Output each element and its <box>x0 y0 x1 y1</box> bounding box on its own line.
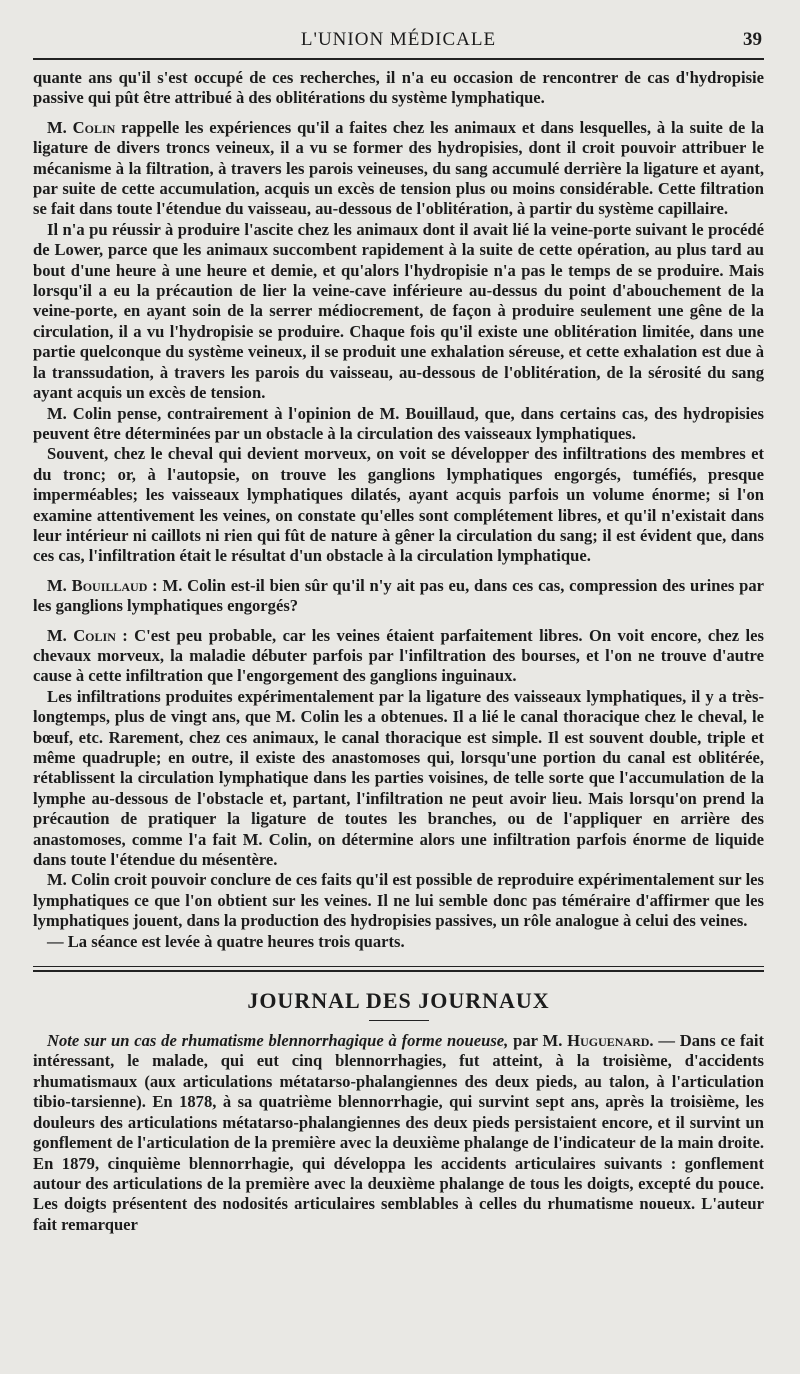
speaker-colin: M. Colin : <box>47 625 128 645</box>
running-head <box>33 24 764 56</box>
paragraph-text: M. Colin est-il bien sûr qu'il n'y ait pas eu, dans ces cas, compression des urines par les ganglions lymphatiques engorgés? <box>33 575 764 616</box>
speaker-bouillaud: M. Bouillaud : <box>47 575 158 595</box>
paragraph-bouillaud-question <box>33 576 764 617</box>
journal-note <box>33 1031 764 1235</box>
article-body <box>33 68 764 952</box>
note-by: par M. <box>513 1031 563 1051</box>
paragraph-text: C'est peu probable, car les veines étaient parfaitement libres. On voit encore, chez les chevaux morveux, la maladie débuter parfois par l'infiltration des bourses, et l'on ne trouve d'autre cause à cette infiltration que l'engorgement des ganglions inguinaux. <box>33 625 764 686</box>
note-author: Huguenard. <box>567 1031 654 1051</box>
paragraph-colin-experiments <box>33 118 764 220</box>
paragraph-conclusion: M. Colin croit pouvoir conclure de ces faits qu'il est possible de reproduire expérimentalement sur les lymphatiques ce que l'on obtient sur les veines. Il ne lui semble donc pas téméraire d'affirmer que les lymphatiques jouent, dans la production des hydropisies passives, un rôle analogue à celui des veines. <box>33 870 764 931</box>
paragraph-seance-levee: — La séance est levée à quatre heures trois quarts. <box>47 931 405 951</box>
note-body: — Dans ce fait intéressant, le malade, qui eut cinq blennorrhagies, fut atteint, à la troisième, d'accidents rhumatismaux (aux articulations métatarso-phalangiennes des deux pieds, au talon, à l'articulation tibio-tarsienne). En 1878, à sa quatrième blennorrhagie, qui survint sept ans, après la troisième, les douleurs des articulations métatarso-phalangiennes des deux pieds persistaient encore, et il survint un gonflement de l'articulation de la première avec la deuxième phalange de l'indicateur de la main droite. En 1879, cinquième blennorrhagie, qui développa les accidents articulaires suivants : gonflement autour des articulations de la première avec la deuxième phalange de tous les doigts, excepté du pouce. Les doigts présentent des nodosités articulaires semblables à celles du rhumatisme noueux. L'auteur fait remarquer <box>33 1031 765 1234</box>
note-title: Note sur un cas de rhumatisme blennorrhagique à forme noueuse, <box>47 1031 509 1051</box>
paragraph-continued: quante ans qu'il s'est occupé de ces recherches, il n'a eu occasion de rencontrer de cas d'hydropisie passive qui pût être attribué à des oblitérations du système lymphatique. <box>33 68 764 108</box>
paragraph-text: rappelle les expériences qu'il a faites chez les animaux et dans lesquelles, à la suite de la ligature de divers troncs veineux, il a vu se former des hydropisies, dont il croit pouvoir attribuer le mécanisme à la filtration, à travers les parois veineuses, du sang accumulé derrière la ligature et ayant, par suite de cette accumulation, acquis un excès de tension plus ou moins considérable. Cette filtration se fait dans toute l'étendue du vaisseau, au-dessous de l'oblitération, à partir du système capillaire. <box>33 117 764 219</box>
section-divider <box>33 966 764 972</box>
paragraph-infiltrations: Les infiltrations produites expérimentalement par la ligature des vaisseaux lymphatiques, il y a très-longtemps, plus de vingt ans, que M. Colin les a obtenues. Il a lié le canal thoracique chez le cheval, le bœuf, etc. Rarement, chez ces animaux, le canal thoracique est simple. Il est souvent double, triple et même quadruple; en outre, il existe des anastomoses qui, lorsqu'une portion du canal est oblitérée, rétablissent la circulation lymphatique dans les parties voisines, de telle sorte que l'accumulation de la lymphe au-dessous de l'obstacle et, partant, l'infiltration ne peut avoir lieu. Mais lorsqu'on prend la précaution de pratiquer la ligature de toutes les branches, ou de l'appliquer en arrière des anastomoses, comme l'a fait M. Colin, on détermine alors une infiltration parfois énorme de liquide dans toute l'étendue du mésentère. <box>33 686 764 870</box>
page-number: 39 <box>743 29 762 50</box>
section-title: JOURNAL DES JOURNAUX <box>247 988 550 1014</box>
section-title-rule <box>369 1020 429 1021</box>
speaker-colin: M. Colin <box>47 117 116 137</box>
paragraph-colin-answer <box>33 626 764 687</box>
paragraph-colin-opinion: M. Colin pense, contrairement à l'opinion de M. Bouillaud, que, dans certains cas, des hydropisies peuvent être déterminées par un obstacle à la circulation des vaisseaux lymphatiques. <box>33 403 764 443</box>
paragraph-cheval-morveux: Souvent, chez le cheval qui devient morveux, on voit se développer des infiltrations des membres et du tronc; or, à l'autopsie, on trouve les ganglions lymphatiques engorgés, tuméfiés, presque imperméables; les vaisseaux lymphatiques dilatés, ayant acquis parfois un volume énorme; si l'on examine attentivement les veines, on constate qu'elles sont complétement libres, et qu'il n'existait dans leur intérieur ni caillots ni rien qui fût de nature à gêner la circulation du sang; il est évident que, dans ces cas, l'infiltration était le résultat d'un obstacle à la circulation lymphatique. <box>33 444 764 566</box>
paragraph-ascite: Il n'a pu réussir à produire l'ascite chez les animaux dont il avait lié la veine-porte suivant le procédé de Lower, parce que les animaux succombent rapidement à la suite de cette opération, au plus tard au bout d'une heure à une heure et demie, et qu'alors l'hydropisie n'a pas le temps de se produire. Mais lorsqu'il a eu la précaution de lier la veine-cave inférieure au-dessus du point d'abouchement de la veine-porte, en ayant soin de la serrer médiocrement, de façon à produire seulement une gêne de la circulation, il a vu l'hydropisie se produire. Chaque fois qu'il existe une oblitération limitée, dans une partie quelconque du système veineux, il se produit une exhalation séreuse, et cette exhalation est due à la transsudation, à travers les parois du vaisseau, au-dessous de l'oblitération, de la sérosité du sang ayant acquis un excès de tension. <box>33 219 764 403</box>
header-rule <box>33 58 764 60</box>
running-title: L'UNION MÉDICALE <box>300 29 497 50</box>
